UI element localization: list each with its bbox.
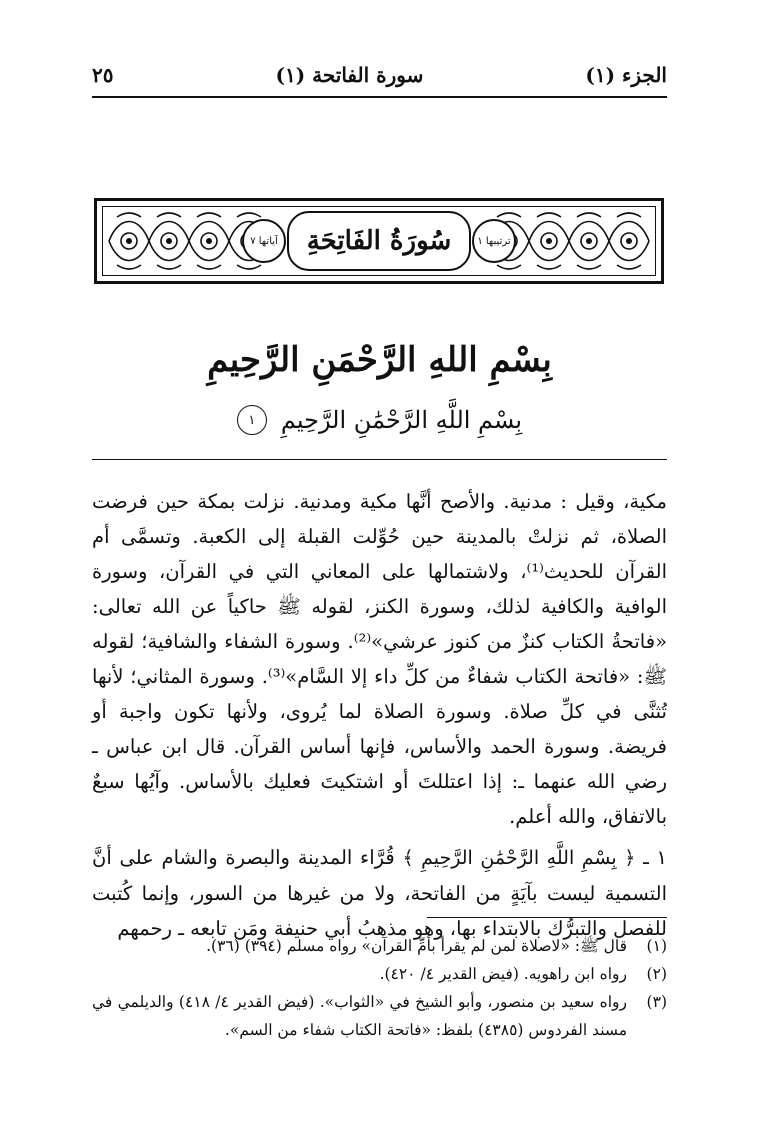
commentary-number: ١ ـ: [643, 846, 668, 869]
surah-title-cartouche: [287, 211, 471, 271]
footnote-number: (١): [646, 937, 667, 955]
basmala-calligraphy: بِسْمِ اللهِ الرَّحْمَنِ الرَّحِيمِ: [207, 340, 552, 380]
volume-label: الجزء (١): [585, 63, 667, 87]
surah-title: سُورَةُ الفَاتِحَةِ: [306, 226, 452, 256]
basmala-verse-text: بِسْمِ اللَّهِ الرَّحْمَٰنِ الرَّحِيمِ: [280, 406, 523, 434]
footnote-text: رواه ابن راهويه. (فيض القدير ٤/ ٤٢٠).: [379, 965, 627, 983]
surah-order-text: ترتيبها ١: [477, 235, 511, 247]
commentary-text: قُرَّاء المدينة والبصرة والشام على أنَّ التسمية ليست بآيَةٍ من الفاتحة، ولا من غيرها من السور، وإنما كُتبت للفصل والتبرُّك بالابتداء بها، وهو مذهبُ أبي حنيفة ومَن تابعه ـ رحمهم: [92, 846, 667, 940]
footnote-2: [92, 960, 667, 988]
footnote-number: (٣): [646, 993, 667, 1011]
commentary-body: [92, 484, 667, 946]
ayah-count-medallion: [242, 219, 286, 263]
footnote-text: رواه سعيد بن منصور، وأبو الشيخ في «الثواب». (فيض القدير ٤/ ٤١٨) والديلمي في مسند الفردوس (٤٣٨٥) بلفظ: «فاتحة الكتاب شفاء من السم».: [92, 993, 627, 1039]
quoted-verse: ﴿ بِسْمِ اللَّهِ الرَّحْمَٰنِ الرَّحِيمِ ﴾: [402, 847, 636, 869]
footnote-3: [92, 988, 667, 1044]
verse-commentary-paragraph: [92, 840, 667, 946]
footnote-1: [92, 932, 667, 960]
page-number: ٢٥: [92, 63, 114, 87]
section-rule: [92, 459, 667, 460]
surah-order-medallion: [472, 219, 516, 263]
ayah-number-marker: ١: [237, 405, 267, 435]
footnote-text: قال ﷺ: «لاصلاة لمن لم يقرأ بأمِّ القرآن» رواه مسلم (٣٩٤) (٣٦).: [206, 937, 627, 955]
header-rule: [92, 96, 667, 98]
intro-paragraph: مكية، وقيل : مدنية. والأصح أنَّها مكية ومدنية. نزلت بمكة حين فرضت الصلاة، ثم نزلتْ بالمدينة حين حُوِّلت القبلة إلى الكعبة. وتسمَّى أم القرآن للحديث⁽¹⁾، ولاشتمالها على المعاني التي في القرآن، وسورة الوافية والكافية لذلك، وسورة الكنز، لقوله ﷺ حاكياً عن الله تعالى: «فاتحةُ الكتاب كنزٌ من كنوز عرشي»⁽²⁾. وسورة الشفاء والشافية؛ لقوله ﷺ: «فاتحة الكتاب شفاءٌ من كلِّ داء إلا السَّام»⁽³⁾. وسورة المثاني؛ لأنها تُثنَّى في كلِّ صلاة. وسورة الصلاة لما يُروى، ولأنها تكون واجبة أو فريضة. وسورة الحمد والأساس، فإنها أساس القرآن. قال ابن عباس ـ رضي الله عنهما ـ: إذا اعتللتَ أو اشتكيتَ فعليك بالأساس. وآيُها سبعٌ بالاتفاق، والله أعلم.: [92, 490, 667, 828]
surah-banner: [94, 198, 664, 284]
footnote-number: (٢): [646, 965, 667, 983]
surah-header-title: سورة الفاتحة (١): [275, 63, 424, 87]
footnote-rule: [427, 917, 667, 918]
ayah-count-text: آياتها ٧: [250, 235, 278, 247]
basmala-verse: [200, 400, 559, 440]
running-header: [92, 58, 667, 92]
footnotes: [92, 932, 667, 1044]
